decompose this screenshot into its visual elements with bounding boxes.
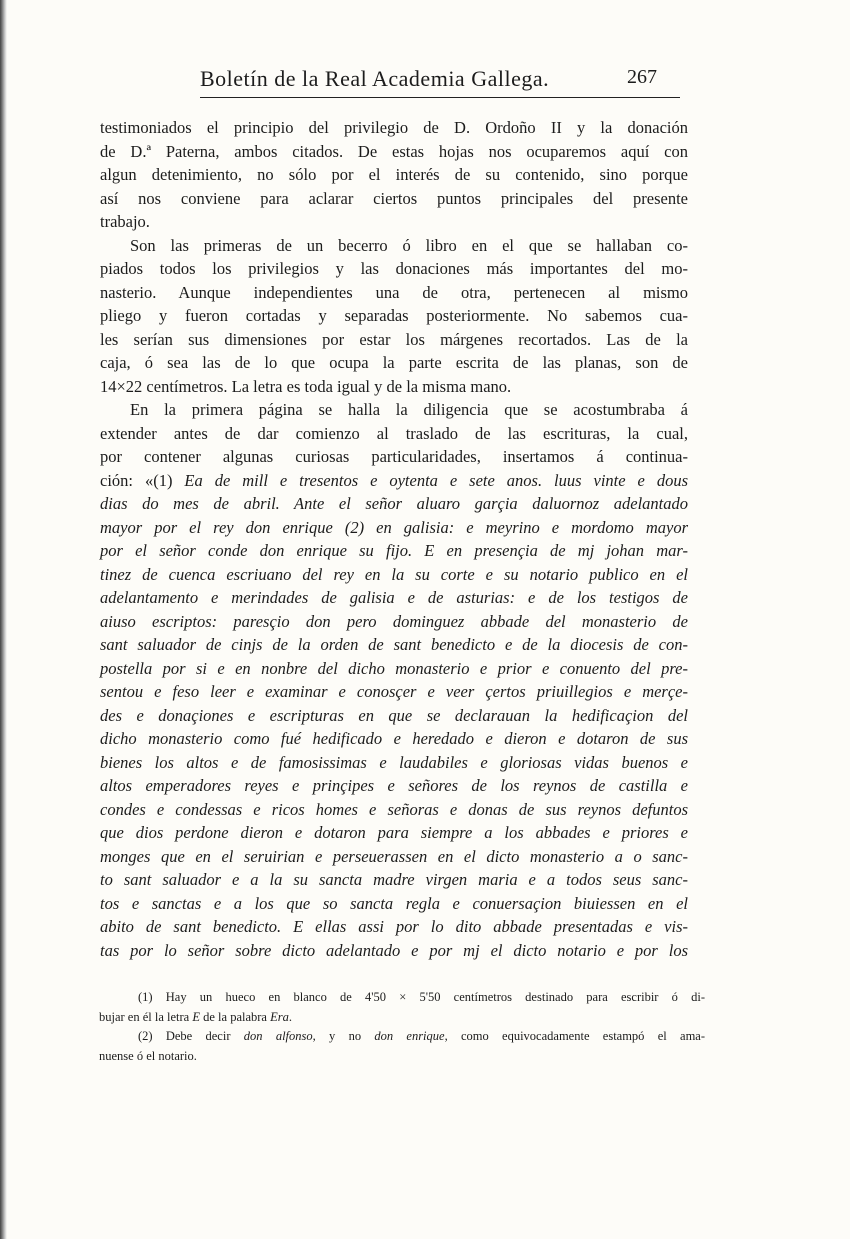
text-line: pliego y fueron cortadas y separadas posteriormente. No sabemos cua- [100, 306, 688, 325]
header-rule [200, 97, 680, 98]
mixed-text-line [100, 469, 688, 493]
quoted-line: to sant saluador e a la su sancta madre virgen maria e a todos seus sanc- [100, 870, 688, 889]
footnote-italic: don alfonso [243, 1029, 313, 1043]
footnote-1: (1) Hay un hueco en blanco de 4'50 × 5'50 centímetros destinado para escribir ó di- [138, 990, 705, 1004]
quoted-line: altos emperadores reyes e prinçipes e señores de los reynos de castilla e [100, 776, 688, 795]
text-line: piados todos los privilegios y las donaciones más importantes del mo- [100, 259, 688, 278]
quoted-line: sentou e feso leer e examinar e conosçer e veer çertos priuillegios e merçe- [100, 682, 688, 701]
page-header [200, 66, 665, 96]
footnote-2-continued: nuense ó el notario. [99, 1048, 197, 1063]
text-roman: ción: «(1) [100, 470, 185, 490]
quoted-line: aiuso escriptos: paresçio don pero dominguez abbade del monasterio de [100, 611, 688, 631]
quoted-line: des e donaçiones e escripturas en que se declarauan la hedificaçion del [100, 705, 688, 725]
text-line: de D.ª Paterna, ambos citados. De estas hojas nos ocuparemos aquí con [100, 141, 688, 161]
text-line: les serían sus dimensiones por estar los márgenes recortados. Las de la [100, 329, 688, 349]
quoted-line: postella por si e en nonbre del dicho monasterio e prior e conuento del pre- [100, 658, 688, 678]
quoted-line: tinez de cuenca escriuano del rey en la su corte e su notario publico en el [100, 564, 688, 584]
footnote-text: , como equivocadamente estampó el ama- [444, 1029, 706, 1043]
quoted-line: que dios perdone dieron e dotaron para siempre a los abbades e priores e [100, 823, 688, 842]
quoted-document-text: Ea de mill e tresentos e oytenta e sete anos. luus vinte e dous [184, 470, 688, 490]
text-line: 14×22 centímetros. La letra es toda igual y de la misma mano. [100, 376, 512, 396]
footnote-2 [110, 1027, 705, 1047]
paragraph-start-line: Son las primeras de un becerro ó libro en el que se hallaban co- [130, 235, 688, 255]
quoted-line: tos e sanctas e a los que so sancta regla e conuersaçion biuiessen en el [100, 893, 688, 913]
quoted-line: bienes los altos e de famosissimas e laudabiles e gloriosas vidas buenos e [100, 752, 688, 772]
text-line: testimoniados el principio del privilegio de D. Ordoño II y la donación [100, 118, 688, 137]
text-line: trabajo. [100, 212, 150, 231]
footnote-text: bujar en él la letra [99, 1009, 193, 1024]
text-line: extender antes de dar comienzo al traslado de las escrituras, la cual, [100, 423, 688, 443]
quoted-line: mayor por el rey don enrique (2) en galisia: e meyrino e mordomo mayor [100, 517, 688, 537]
footnote-text: . [288, 1009, 292, 1024]
body-text [100, 116, 688, 962]
page-number: 267 [627, 66, 657, 88]
quoted-line: por el señor conde don enrique su fijo. E en presençia de mj johan mar- [100, 541, 688, 560]
footnotes [99, 988, 706, 1066]
footnote-text: (2) Debe decir [138, 1029, 244, 1043]
footnote-text: de la palabra [200, 1009, 271, 1024]
footnote-italic: Era [270, 1009, 289, 1024]
quoted-line: condes e condessas e ricos homes e señoras e donas de sus reynos defuntos [100, 799, 688, 819]
quoted-line: adelantamento e merindades de galisia e de asturias: e de los testigos de [100, 588, 688, 607]
running-head: Boletín de la Real Academia Gallega. [200, 66, 550, 91]
scan-edge [0, 0, 7, 1239]
quoted-line: monges que en el seruirian e perseuerassen en el dicto monasterio a o sanc- [100, 846, 688, 866]
footnote-italic: E [192, 1009, 200, 1024]
footnote-italic: don enrique [374, 1029, 445, 1043]
quoted-line: dicho monasterio como fué hedificado e heredado e dieron e dotaron de sus [100, 729, 688, 748]
quoted-line: tas por lo señor sobre dicto adelantado e por mj el dicto notario e por los [100, 940, 688, 960]
text-line: algun detenimiento, no sólo por el interés de su contenido, sino porque [100, 165, 688, 184]
footnote-text: , y no [312, 1029, 375, 1043]
quoted-line: sant saluador de cinjs de la orden de sant benedicto e de la diocesis de con- [100, 635, 688, 654]
paragraph-start-line: En la primera página se halla la diligencia que se acostumbraba á [130, 400, 688, 419]
text-line: así nos conviene para aclarar ciertos puntos principales del presente [100, 188, 688, 208]
text-line: por contener algunas curiosas particularidades, insertamos á continua- [100, 447, 688, 466]
text-line: nasterio. Aunque independientes una de otra, pertenecen al mismo [100, 282, 688, 302]
quoted-line: dias do mes de abril. Ante el señor aluaro garçia daluornoz adelantado [100, 494, 688, 513]
text-line: caja, ó sea las de lo que ocupa la parte escrita de las planas, son de [100, 353, 688, 372]
quoted-line: abito de sant benedicto. E ellas assi por lo dito abbade presentadas e vis- [100, 917, 688, 936]
footnote-1-continued [99, 1008, 705, 1028]
